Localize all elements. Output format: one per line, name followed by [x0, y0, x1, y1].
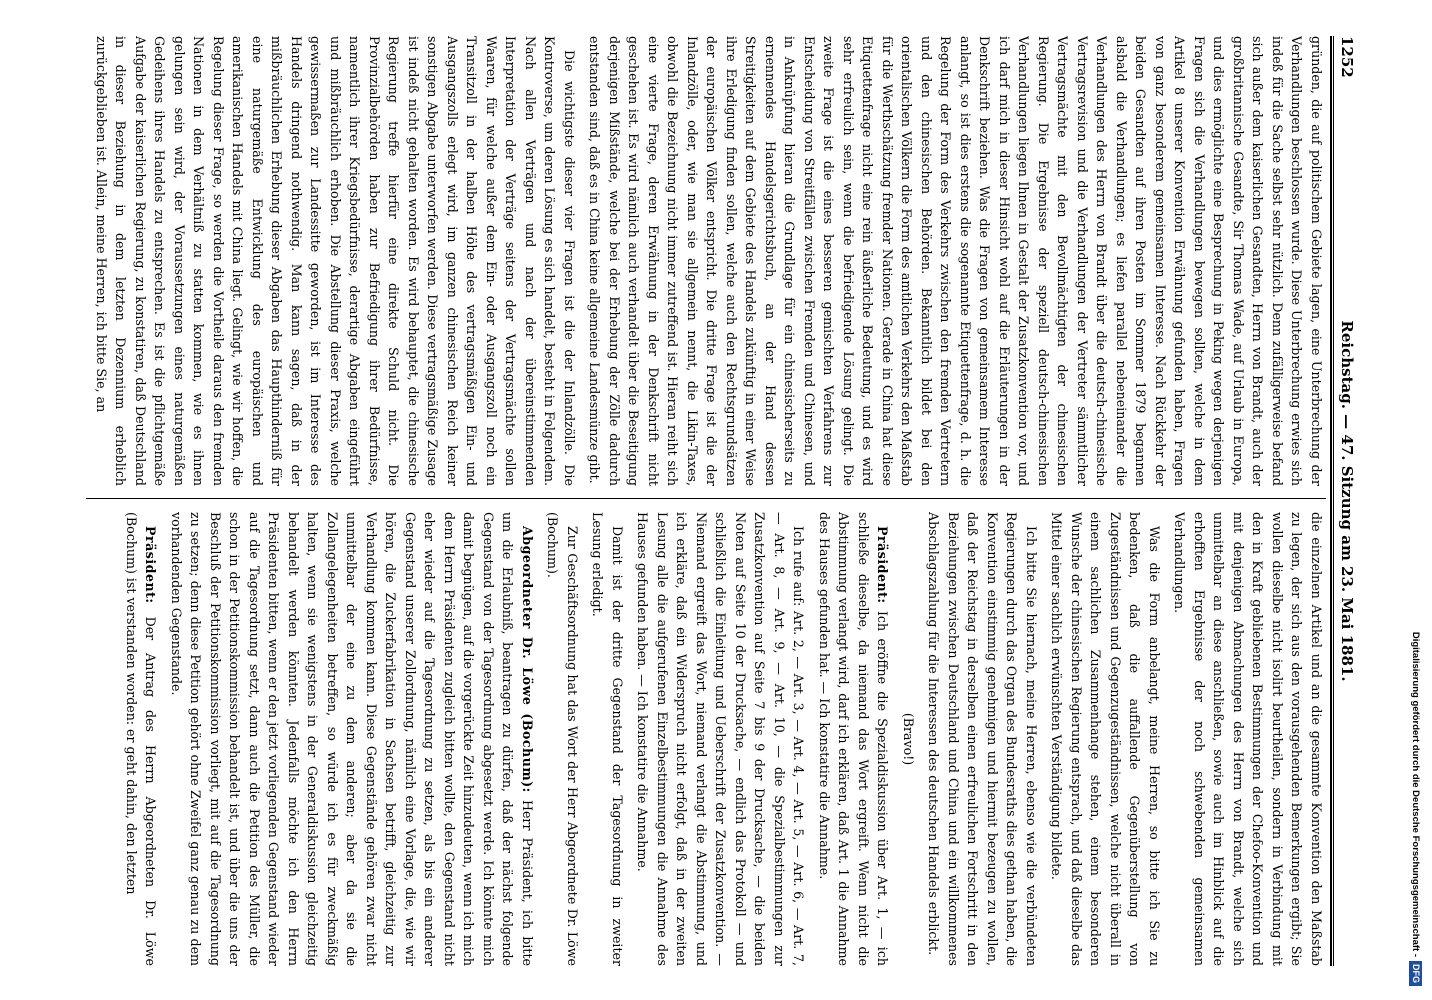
page-title: Reichstag. — 47. Sitzung am 23. Mai 1881. — [1338, 320, 1356, 682]
digitization-credit — [1404, 14, 1426, 986]
credit-text: Digitalisierung gefördert durch die Deutsche Forschungsgemeinschaft - — [1410, 631, 1421, 957]
page-number: 1252 — [1338, 36, 1356, 78]
right-paragraph: Damit ist der dritte Gegenstand der Tagesordnung in zweiter Lesung erledigt. — [590, 512, 625, 966]
left-paragraph: Die wichtigste dieser vier Fragen ist die der Inlandzölle. Die Kontroverse, um deren Lösung es sich handelt, besteht in Folgendem. Nach allen Verträgen und nach der übereinstimmenden Interpretation der Verträge seitens der Vertragsmächte sollen Waaren, für welche außer dem Ein- oder Ausgangszoll noch ein Transitzoll in der halben Höhe des vertragsmäßigen Ein- und Ausgangszolls erlegt wird, im ganzen chinesischen Reich keiner sonstigen Abgabe unterworfen werden. Diese vertragsmäßige Zusage ist indeß nicht gehalten worden. Es wird behauptet, die chinesische Regierung treffe hierfür eine direkte Schuld nicht. Die Provinzialbehörden haben zur Befriedigung ihrer Bedürfnisse, namentlich ihrer Kriegsbedürfnisse, derartige Abgaben eingeführt und mißbräuchlich erhoben. Die Abstellung dieser Praxis, welche gewissermaßen zur Landessitte geworden, ist im Interesse des Handels dringend nothwendig. Man kann sagen, daß in der mißbräuchlichen Erhebung dieser Abgaben das Haupthinderniß für eine naturgemäße Entwicklung des europäischen und amerikanischen Handels mit China liegt. Gelingt, wie wir hoffen, die Regelung dieser Frage, so werden die Vortheile daraus den fremden Nationen in dem Verhältniß zu statten kommen, wie es ihnen gelungen sein wird, der Voraussetzungen eines naturgemäßen Gedeihens ihres Handels zu entsprechen. Es ist die pflichtgemäße Aufgabe der kaiserlichen Regierung, zu konstatiren, daß Deutschland in dieser Beziehung in dem letzten Dezennium erheblich zurückgeblieben ist. Allein, meine Herren, ich bitte Sie, an — [94, 36, 577, 486]
speech-paragraph — [167, 512, 538, 966]
speech-text: Der Antrag des Herrn Abgeordneten Dr. Löwe (Bochum) ist verstanden worden: er geht dahin, den letzten — [124, 512, 159, 966]
left-column — [66, 36, 1326, 486]
header-rule — [1330, 36, 1332, 966]
speech-text: Herr Präsident, ich bitte um die Erlaubniß, beantragen zu dürfen, daß der nächst folgende Gegenstand von der Tagesordnung abgesetzt werde. Ich könnte mich damit begnügen, auf die vorgerückte Zeit hinzudeuten, wenn ich mich dem Herrn Präsidenten zugleich bitten wollte, den Gegenstand nicht eher wieder auf die Tagesordnung zu setzen, als bis ein anderer Gegenstand unserer Zollordnung, nämlich eine Vorlage, die, wie wir hören, die Zuckerfabrikation in Sachsen betrifft, gleichzeitig zur Verhandlung kommen kann. Diese Gegenstände gehören zwar nicht unmittelbar der eine zu dem anderen; aber da sie die Zollangelegenheiten betreffen, so würde ich es für zweckmäßig halten, wenn sie wenigstens in der Generaldiskussion gleichzeitig behandelt werden könnten. Jedenfalls möchte ich den Herrn Präsidenten bitten, wenn er den jetzt vorliegenden Gegenstand wieder auf die Tagesordnung setzt, dann auch die Petition des Müller, die schon in der Petitionskommission behandelt ist, und über die uns der Beschluß der Petitionskommission vorliegt, mit auf die Tagesordnung zu setzen; denn diese Petition gehört ohne Zweifel ganz genau zu dem vorhandenden Gegenstande. — [169, 512, 535, 966]
dfg-logo: DFG — [1409, 961, 1422, 986]
column-divider — [86, 498, 1326, 499]
right-paragraph: Ich rufe auf: Art. 2, — Art. 3, — Art. 4, — Art. 5, — Art. 6, — Art. 7, — Art. 8, — Art. 9, — Art. 10, — die Spezialbestimmungen zur Zusatzkonvention auf Seite 7 bis 9 der Drucksache, — die beiden Noten auf Seite 10 der Drucksache, — endlich das Protokoll — und schließlich die Einleitung und Ueberschrift der Zusatzkonvention. — Niemand ergreift das Wort, niemand verlangt die Abstimmung, und ich erkläre, daß ein Widerspruch nicht erfolgt, daß in der zweiten Lesung alle die aufgerufenen Einzelbestimmungen die Annahme des Hauses gefunden haben. — Ich konstatire die Annahme. — [635, 512, 807, 966]
speaker-name: Abgeordneter Dr. Löwe (Bochum): — [520, 526, 535, 793]
right-paragraph: Was die Form anbelangt, meine Herren, so bitte ich Sie zu bedenken, daß die auffallende Gegenüberstellung von Zugeständnissen und Gegenzugeständnissen, welche nicht überall in einem sachlichen Zusammenhange stehen, einem besonderen Wunsche der chinesischen Regierung entsprach, und daß dieselbe das Mittel einer sachlich erwünschten Verständigung bildete. — [1049, 512, 1162, 966]
speaker-name: Präsident: — [875, 526, 891, 604]
right-paragraph: Zur Geschäftsordnung hat das Wort der Herr Abgeordnete Dr. Löwe (Bochum). — [545, 512, 580, 966]
right-column — [66, 512, 1326, 966]
page-header — [1333, 36, 1358, 966]
right-paragraph: die einzelnen Artikel und an die gesammte Konvention den Maßstab zu legen, der sich aus den vorausgehenden Bemerkungen ergibt; Sie wollen dieselbe nicht isolirt beurtheilen, sondern in Verbindung mit den in Kraft gebliebenen Bestimmungen der Chefoo-Konvention und mit denjenigen Abmachungen des Herrn von Brandt, welche sich unmittelbar an diese anschließen, sowie auch im Hinblick auf die erhofften Ergebnisse der noch schwebenden gemeinsamen Verhandlungen. — [1172, 512, 1324, 966]
speech-paragraph — [815, 512, 893, 966]
speaker-name: Präsident: — [143, 526, 159, 604]
speech-text: Ich eröffne die Spezialdiskussion über Art. 1, — ich schließe dieselbe, da niemand das Wort ergreift. Wenn nicht die Abstimmung verlangt wird, darf ich erklären, daß Art. 1 die Annahme des Hauses gefunden hat. — Ich konstatire die Annahme. — [817, 512, 891, 966]
right-paragraph: Ich bitte Sie hiernach, meine Herren, ebenso wie die verbündeten Regierungen durch das Organ des Bundesraths dies gethan haben, die Konvention einstimmig genehmigen und hiermit bezeugen zu wollen, daß der Reichstag in derselben einen erfreulichen Fortschritt in den Beziehungen zwischen Deutschland und China und ein willkommenes Abschlagszahlung für die Interessen des deutschen Handels erblickt. — [926, 512, 1039, 966]
applause-note: (Bravo!) — [901, 712, 916, 766]
speech-paragraph — [122, 512, 161, 966]
left-paragraph: gründen, die auf politischem Gebiete lagen, eine Unterbrechung der Verhandlungen beschlossen wurde. Diese Unterbrechung erwies sich indeß für die Sache selbst sehr nützlich. Denn zufälligerweise befand sich außer dem kaiserlichen Gesandten, Herrn von Brandt, auch der großbritannische Gesandte, Sir Thomas Wade, auf Urlaub in Europa, und dies ermöglichte eine Besprechung in Peking wegen derjenigen Fragen sich die Verhandlungen bewegen sollten, welche in dem Artikel 8 unserer Konvention Erwähnung gefunden haben, Fragen von ganz besonderem gemeinsamen Interesse. Nach Rückkehr der beiden Gesandten auf ihren Posten im Sommer 1879 begannen alsbald die Verhandlungen; es liefen parallel nebeneinander die Verhandlungen des Herrn von Brandt über die deutsch-chinesische Vertragsrevision und die Verhandlungen der Vertreter sämmtlicher Vertragsmächte mit den Bevollmächtigten der chinesischen Regierung. Die Ergebnisse der speziell deutsch-chinesischen Verhandlungen liegen Ihnen in Gestalt der Zusatzkonvention vor, und ich darf mich in dieser Hinsicht wohl auf die Erläuterungen in der Denkschrift beziehen. Was die Fragen von gemeinsamem Interesse anlangt, so ist dies erstens die sogenannte Etiquettenfrage, d. h. die Regelung der Form des Verkehrs zwischen den fremden Vertretern und den chinesischen Behörden. Bekanntlich bildet bei den orientalischen Völkern die Form des amtlichen Verkehrs den Maßstab für die Werthschätzung fremder Nationen. Gerade in China hat diese Etiquettenfrage nicht eine rein äußerliche Bedeutung, und es wird sehr erfreulich sein, wenn die befriedigende Lösung gelingt. Die zweite Frage ist die eines besseren gemischten Verfahrens zur Entscheidung von Streitfällen zwischen Fremden und Chinesen, und in Anknüpfung hieran die Grundlage für ein chinesischerseits zu ernennendes Handelsgerichtsbuch, an der Hand dessen Streitigkeiten auf dem Gebiete des Handels zukünftig in einer Weise ihre Erledigung finden sollen, welche auch den Rechtsgrundsätzen der europäischen Völker entspricht. Die dritte Frage ist die der Inlandzölle, oder, wie man sie allgemein nennt, die Likin-Taxes, obwohl die Bezeichnung nicht immer zutreffend ist. Hieran reiht sich eine vierte Frage, deren Erwähnung in der Denkschrift nicht geschehen ist. Es wird nämlich auch verhandelt über die Beseitigung derjenigen Mißstände, welche bei der Erhebung der Zölle dadurch entstanden sind, daß es in China keine allgemeine Landesmünze gibt. — [587, 36, 1324, 486]
